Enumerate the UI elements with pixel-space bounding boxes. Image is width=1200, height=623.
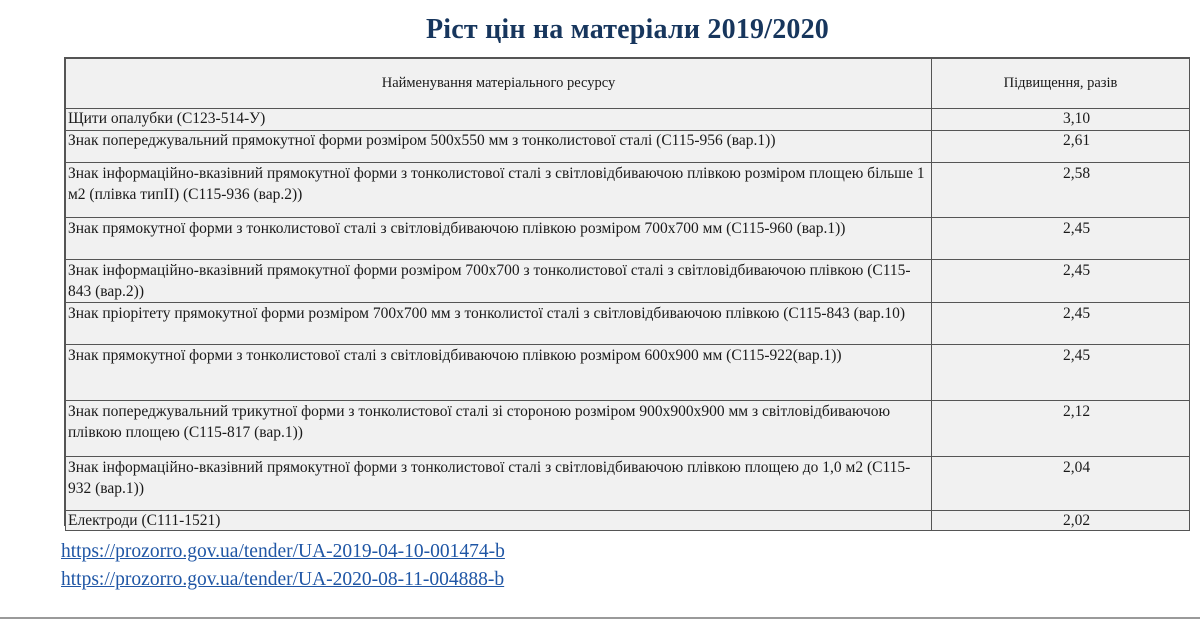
source-links [61,538,505,594]
row-name: Знак прямокутної форми з тонколистової сталі з світловідбиваючою плівкою розміром 600х900 мм (С115-922(вар.1)) [66,345,932,401]
table-row [66,345,1190,401]
row-value: 2,45 [932,260,1190,303]
row-value: 3,10 [932,109,1190,131]
row-name: Знак попереджувальний трикутної форми з тонколистової сталі зі стороною розміром 900х900х900 мм з світловідбиваючою плівкою площею (С115-817 (вар.1)) [66,401,932,457]
row-value: 2,45 [932,303,1190,345]
row-name: Знак інформаційно-вказівний прямокутної форми з тонколистової сталі з світловідбиваючою плівкою площею до 1,0 м2 (С115-932 (вар.1)) [66,457,932,511]
row-name: Знак пріорітету прямокутної форми розміром 700х700 мм з тонколистої сталі з світловідбиваючою плівкою (С115-843 (вар.10) [66,303,932,345]
table-row [66,303,1190,345]
row-value: 2,04 [932,457,1190,511]
tender-link-2019[interactable]: https://prozorro.gov.ua/tender/UA-2019-04-10-001474-b [61,541,505,562]
row-name: Знак попереджувальний прямокутної форми розміром 500х550 мм з тонколистової сталі (С115-956 (вар.1)) [66,131,932,163]
table-row [66,401,1190,457]
table-row [66,109,1190,131]
row-value: 2,12 [932,401,1190,457]
price-table [64,57,1190,529]
table-row [66,457,1190,511]
bottom-divider [0,617,1200,619]
row-name: Знак інформаційно-вказівний прямокутної форми з тонколистової сталі з світловідбиваючою плівкою розміром площею більше 1 м2 (плівка типII) (С115-936 (вар.2)) [66,163,932,218]
row-value: 2,45 [932,218,1190,260]
table-row [66,131,1190,163]
page-title: Ріст цін на матеріали 2019/2020 [426,14,829,45]
row-name: Знак інформаційно-вказівний прямокутної форми розміром 700х700 з тонколистової сталі з світловідбиваючою плівкою (С115-843 (вар.2)) [66,260,932,303]
table-row [66,218,1190,260]
tender-link-2020[interactable]: https://prozorro.gov.ua/tender/UA-2020-08-11-004888-b [61,569,505,590]
table-row [66,511,1190,531]
table-header-row [66,59,1190,109]
row-name: Електроди (С111-1521) [66,511,932,531]
column-header-value: Підвищення, разів [932,59,1190,109]
row-name: Знак прямокутної форми з тонколистової сталі з світловідбиваючою плівкою розміром 700х700 мм (С115-960 (вар.1)) [66,218,932,260]
row-value: 2,02 [932,511,1190,531]
table-row [66,260,1190,303]
row-value: 2,58 [932,163,1190,218]
table-row [66,163,1190,218]
row-value: 2,45 [932,345,1190,401]
row-value: 2,61 [932,131,1190,163]
column-header-name: Найменування матеріального ресурсу [66,59,932,109]
row-name: Щити опалубки (С123-514-У) [66,109,932,131]
